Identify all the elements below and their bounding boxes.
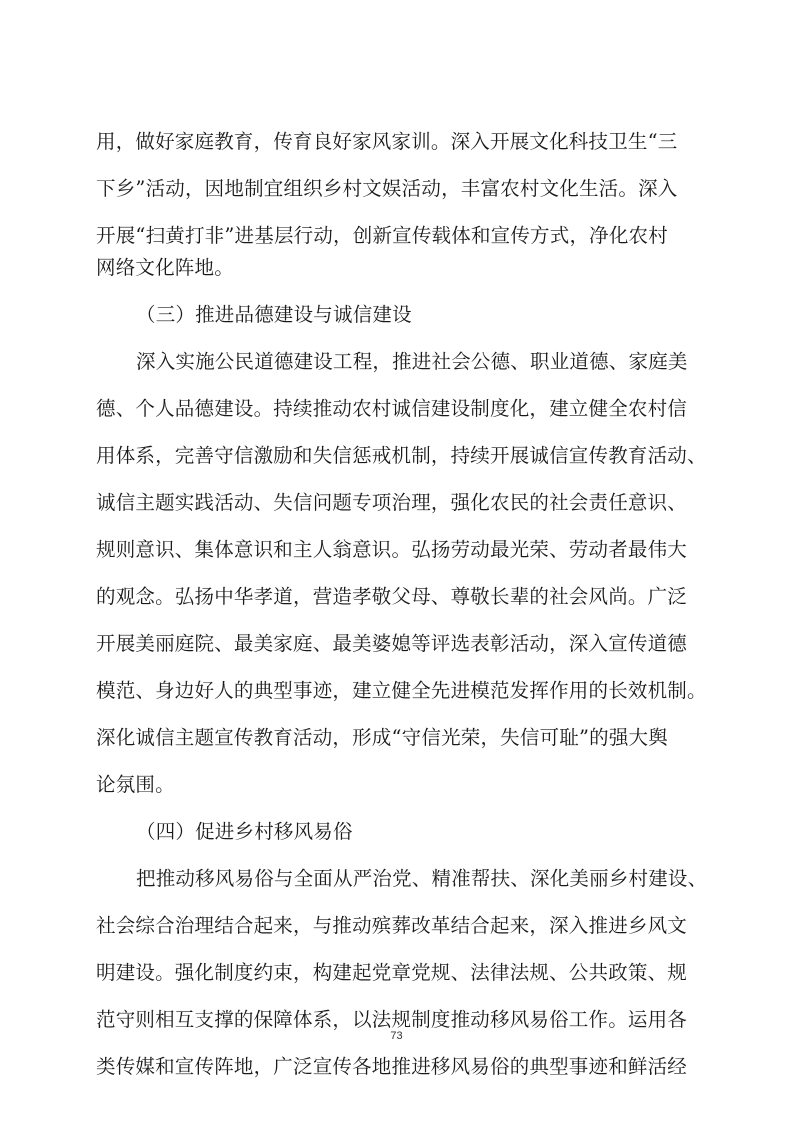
paragraph-line: 用体系，完善守信激励和失信惩戒机制，持续开展诚信宣传教育活动、 bbox=[96, 444, 707, 467]
paragraph-line: 深化诚信主题宣传教育活动，形成“守信光荣，失信可耻”的强大舆 bbox=[96, 726, 668, 749]
paragraph-line: 开展美丽庭院、最美家庭、最美婆媳等评选表彰活动，深入宣传道德 bbox=[96, 632, 688, 655]
paragraph-line: 把推动移风易俗与全面从严治党、精准帮扶、深化美丽乡村建设、 bbox=[136, 867, 708, 890]
paragraph-line: 模范、身边好人的典型事迹，建立健全先进模范发挥作用的长效机制。 bbox=[96, 679, 707, 702]
paragraph-line: 德、个人品德建设。持续推动农村诚信建设制度化，建立健全农村信 bbox=[96, 397, 688, 420]
paragraph-line: 下乡”活动，因地制宜组织乡村文娱活动，丰富农村文化生活。深入 bbox=[96, 177, 678, 200]
page-number: 73 bbox=[390, 1030, 403, 1042]
paragraph-line: 深入实施公民道德建设工程，推进社会公德、职业道德、家庭美 bbox=[136, 350, 688, 373]
paragraph-line: 论氛围。 bbox=[96, 773, 175, 796]
section-heading-4: （四）促进乡村移风易俗 bbox=[136, 820, 353, 843]
paragraph-line: 范守则相互支撑的保障体系，以法规制度推动移风易俗工作。运用各 bbox=[96, 1008, 688, 1031]
paragraph-line: 的观念。弘扬中华孝道，营造孝敬父母、尊敬长辈的社会风尚。广泛 bbox=[96, 585, 688, 608]
paragraph-line: 诚信主题实践活动、失信问题专项治理，强化农民的社会责任意识、 bbox=[96, 491, 688, 514]
paragraph-line: 明建设。强化制度约束，构建起党章党规、法律法规、公共政策、规 bbox=[96, 961, 688, 984]
paragraph-line: 用，做好家庭教育，传育良好家风家训。深入开展文化科技卫生“三 bbox=[96, 130, 678, 153]
paragraph-line: 规则意识、集体意识和主人翁意识。弘扬劳动最光荣、劳动者最伟大 bbox=[96, 538, 688, 561]
paragraph-line: 开展“扫黄打非”进基层行动，创新宣传载体和宣传方式，净化农村 bbox=[96, 224, 668, 247]
paragraph-line: 社会综合治理结合起来，与推动殡葬改革结合起来，深入推进乡风文 bbox=[96, 914, 688, 937]
paragraph-line: 类传媒和宣传阵地，广泛宣传各地推进移风易俗的典型事迹和鲜活经 bbox=[96, 1055, 688, 1078]
section-heading-3: （三）推进品德建设与诚信建设 bbox=[136, 303, 412, 326]
paragraph-line: 网络文化阵地。 bbox=[96, 256, 234, 279]
